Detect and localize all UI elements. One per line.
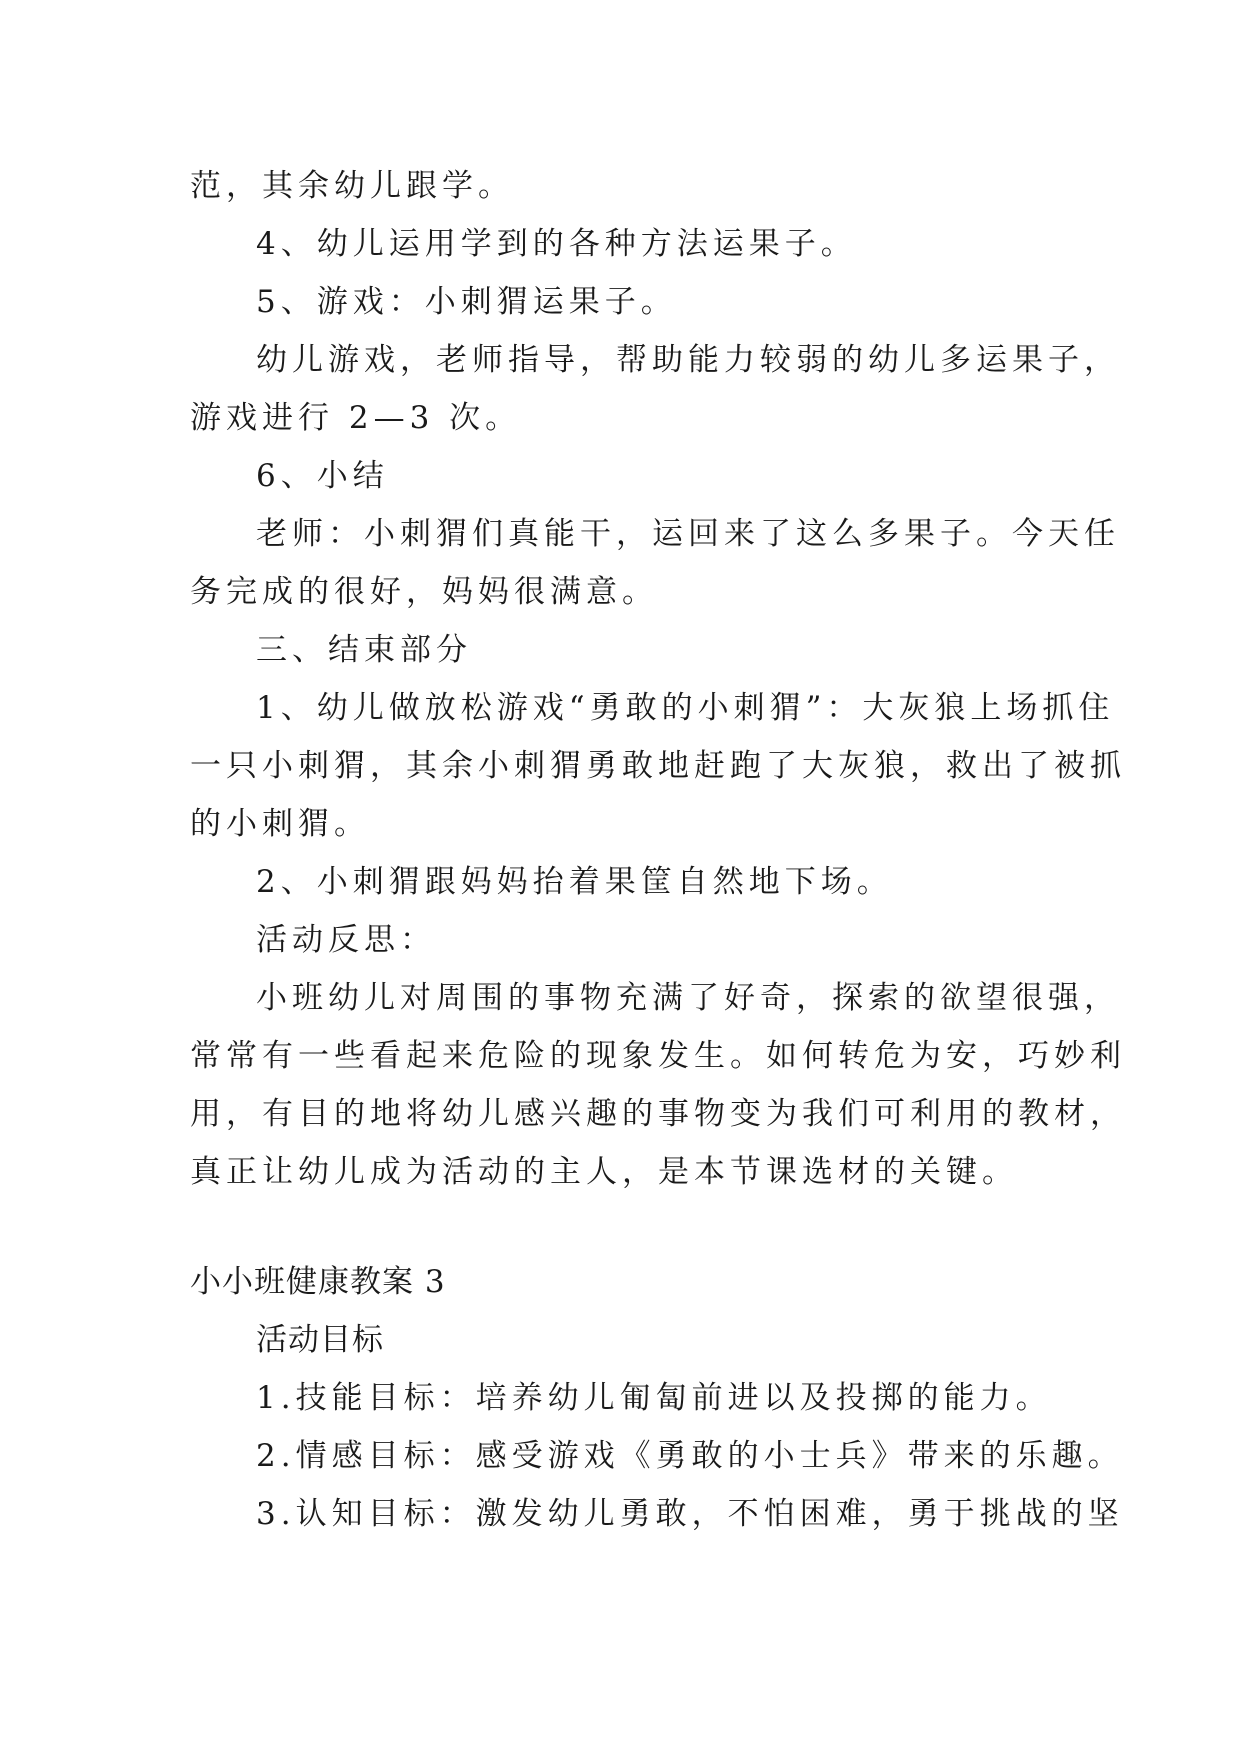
text-line: 的小刺猬。 [190,806,370,842]
text-line: 1.技能目标：培养幼儿匍匐前进以及投掷的能力。 [256,1380,1052,1416]
text-line: 一只小刺猬，其余小刺猬勇敢地赶跑了大灰狼，救出了被抓 [190,748,1126,784]
text-line: 3.认知目标：激发幼儿勇敢，不怕困难，勇于挑战的坚 [256,1496,1124,1532]
text-line: 小班幼儿对周围的事物充满了好奇，探索的欲望很强， [256,980,1120,1016]
text-line: 老师：小刺猬们真能干，运回来了这么多果子。今天任 [256,516,1120,552]
text-line: 真正让幼儿成为活动的主人，是本节课选材的关键。 [190,1154,1018,1190]
text-line: 游戏进行 2—3 次。 [190,400,522,436]
text-line: 5、游戏：小刺猬运果子。 [256,284,677,320]
text-line: 常常有一些看起来危险的现象发生。如何转危为安，巧妙利 [190,1038,1126,1074]
text-line: 用，有目的地将幼儿感兴趣的事物变为我们可利用的教材， [190,1096,1126,1132]
text-line: 范，其余幼儿跟学。 [190,168,514,204]
text-line: 1、幼儿做放松游戏“勇敢的小刺猬”：大灰狼上场抓住 [256,690,1115,726]
text-line: 4、幼儿运用学到的各种方法运果子。 [256,226,857,262]
text-line: 务完成的很好，妈妈很满意。 [190,574,658,610]
text-line: 2、小刺猬跟妈妈抬着果筐自然地下场。 [256,864,893,900]
text-line: 2.情感目标：感受游戏《勇敢的小士兵》带来的乐趣。 [256,1438,1124,1474]
text-line: 6、小结 [256,458,389,494]
section-heading: 小小班健康教案 3 [190,1264,446,1300]
text-line: 幼儿游戏，老师指导，帮助能力较弱的幼儿多运果子， [256,342,1120,378]
text-line: 活动反思： [256,922,436,958]
text-line: 三、结束部分 [256,632,472,668]
subsection-heading: 活动目标 [256,1322,384,1358]
